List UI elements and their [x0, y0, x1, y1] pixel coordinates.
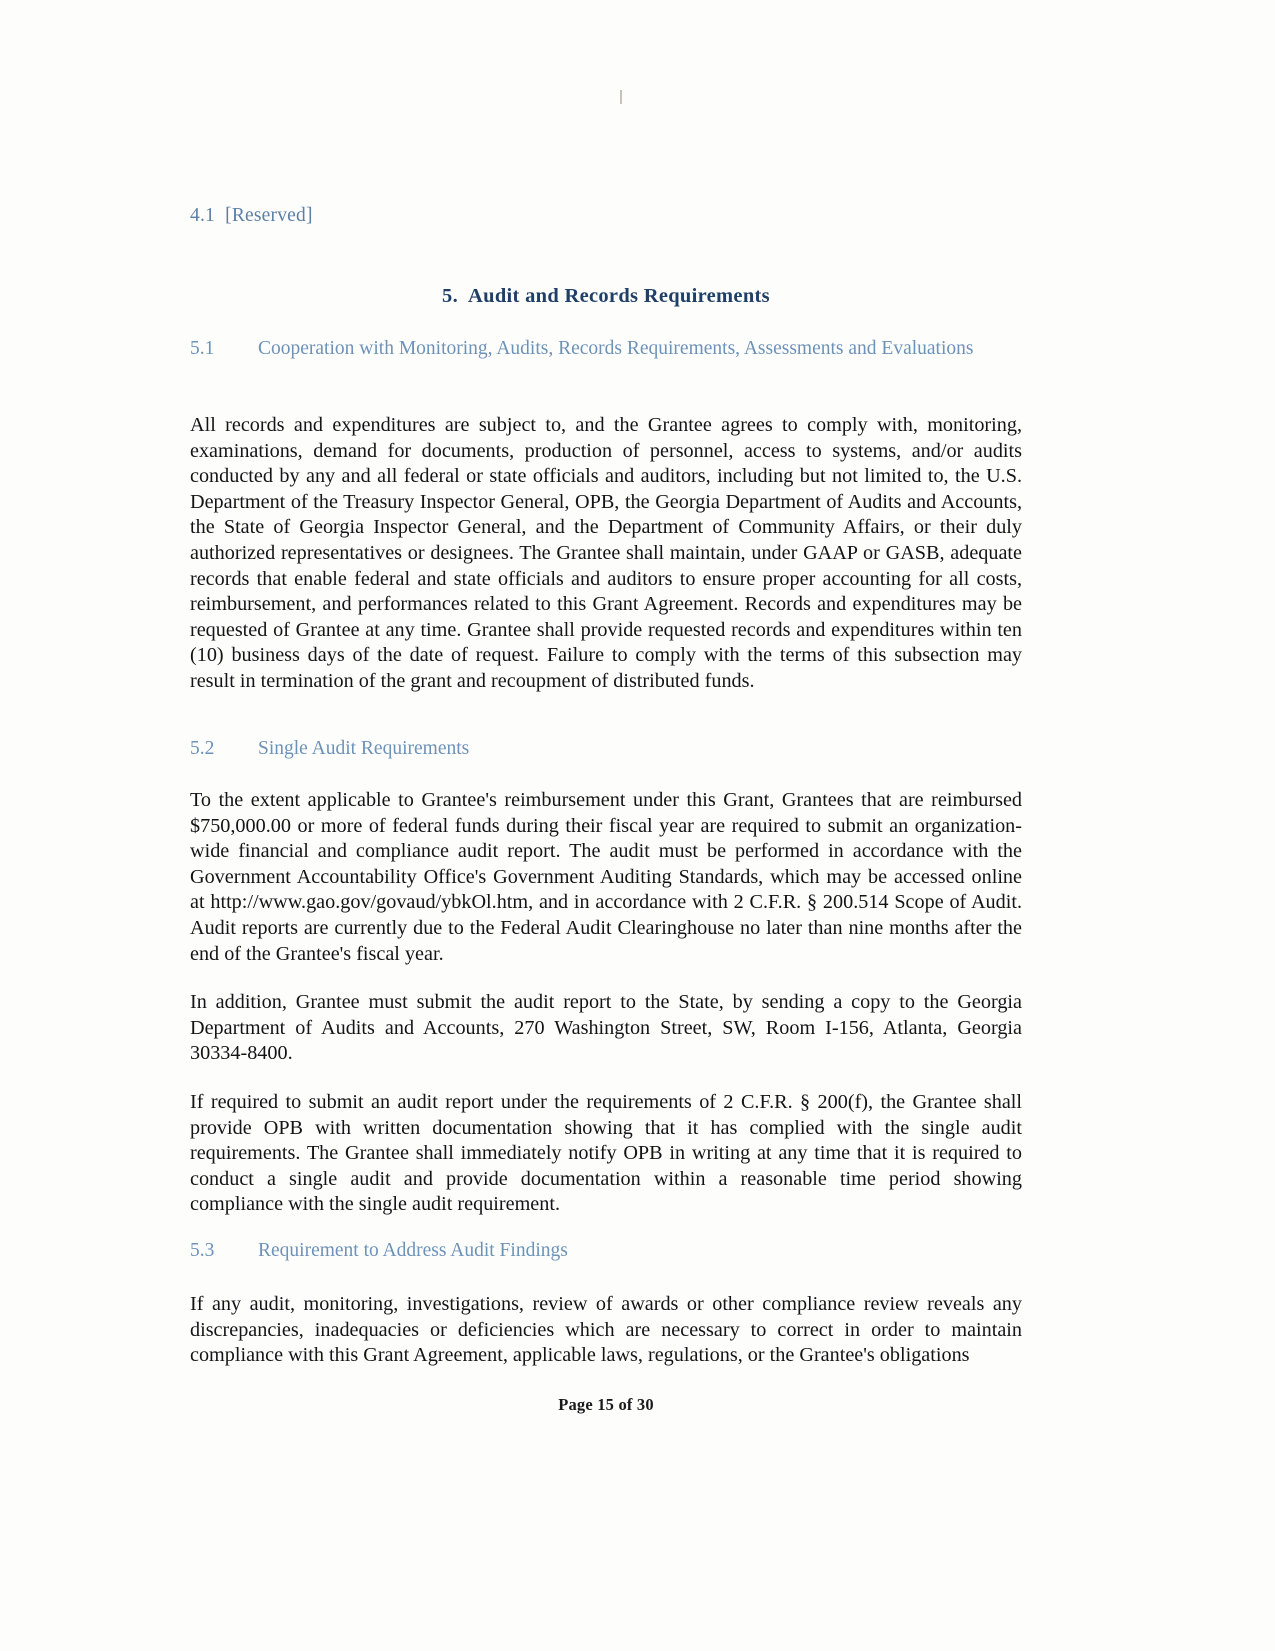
paragraph-opb-documentation: If required to submit an audit report under the requirements of 2 C.F.R. § 200(f), the Grantee shall provide OPB with written documentation showing that it has complied with the single audit requirements. The Grantee shall immediately notify OPB in writing at any time that it is required to conduct a single audit and provide documentation within a reasonable time period showing compliance with the single audit requirement. [190, 1091, 1022, 1216]
section-4-1-reserved: 4.1 [Reserved] [190, 205, 313, 226]
section-heading-5-2 [190, 738, 1022, 760]
paragraph-single-audit-threshold: To the extent applicable to Grantee's reimbursement under this Grant, Grantees that are reimbursed $750,000.00 or more of federal funds during their fiscal year are required to submit an organization-wide financial and compliance audit report. The audit must be performed in accordance with the Government Accountability Office's Government Auditing Standards, which may be accessed online at http://www.gao.gov/govaud/ybkOl.htm, and in accordance with 2 C.F.R. § 200.514 Scope of Audit. Audit reports are currently due to the Federal Audit Clearinghouse no later than nine months after the end of the Grantee's fiscal year. [190, 789, 1022, 965]
section-heading-5-1 [190, 338, 1022, 360]
page-footer: Page 15 of 30 [558, 1395, 654, 1414]
section-5-3-number: 5.3 [190, 1240, 215, 1261]
section-5-2-title: Single Audit Requirements [258, 738, 470, 759]
paragraph-submit-audit-report-address: In addition, Grantee must submit the audit report to the State, by sending a copy to the Georgia Department of Audits and Accounts, 270 Washington Street, SW, Room I-156, Atlanta, Georgia 30334-8400. [190, 991, 1022, 1065]
section-5-2-number: 5.2 [190, 738, 215, 759]
section-5-1-number: 5.1 [190, 338, 215, 359]
page-title [190, 285, 1022, 308]
main-heading-number: 5. [442, 285, 459, 307]
section-5-1-title: Cooperation with Monitoring, Audits, Records Requirements, Assessments and Evaluations [258, 338, 974, 359]
section-5-3-title: Requirement to Address Audit Findings [258, 1240, 568, 1261]
main-heading-title: Audit and Records Requirements [468, 285, 770, 307]
section-heading-5-3 [190, 1240, 1022, 1262]
scan-artifact-speck [620, 90, 622, 104]
paragraph-records-and-expenditures: All records and expenditures are subject to, and the Grantee agrees to comply with, monitoring, examinations, demand for documents, production of personnel, access to systems, and/or audits conducted by any and all federal or state officials and auditors, including but not limited to, the U.S. Department of the Treasury Inspector General, OPB, the Georgia Department of Audits and Accounts, the State of Georgia Inspector General, and the Department of Community Affairs, or their duly authorized representatives or designees. The Grantee shall maintain, under GAAP or GASB, adequate records that enable federal and state officials and auditors to ensure proper accounting for all costs, reimbursement, and performances related to this Grant Agreement. Records and expenditures may be requested of Grantee at any time. Grantee shall provide requested records and expenditures within ten (10) business days of the date of request. Failure to comply with the terms of this subsection may result in termination of the grant and recoupment of distributed funds. [190, 414, 1022, 692]
paragraph-audit-findings: If any audit, monitoring, investigations, review of awards or other compliance review reveals any discrepancies, inadequacies or deficiencies which are necessary to correct in order to maintain compliance with this Grant Agreement, applicable laws, regulations, or the Grantee's obligations [190, 1293, 1022, 1367]
